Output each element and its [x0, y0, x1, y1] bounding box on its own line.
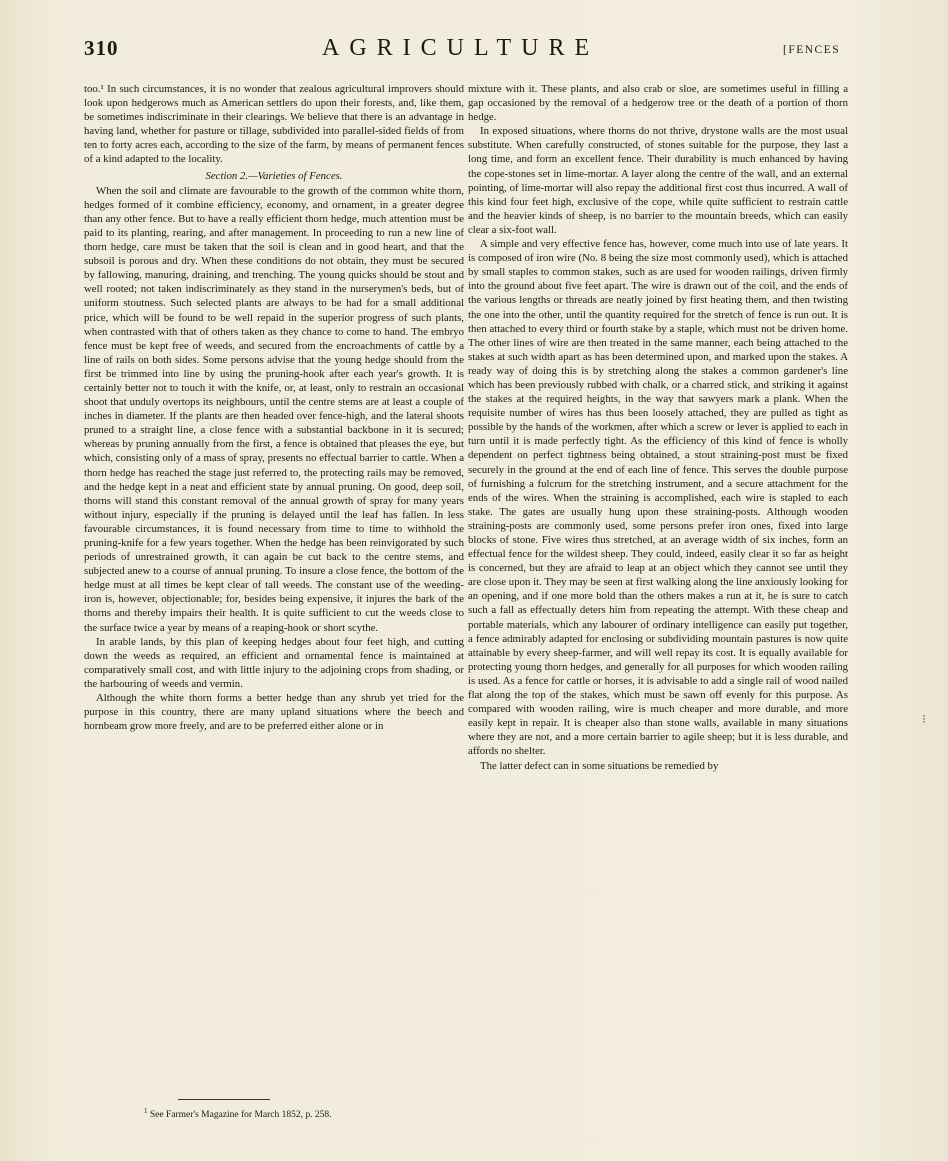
paragraph: mixture with it. These plants, and also crab or sloe, are sometimes useful in filling a gap occasioned by the removal of a hedgerow tree or the death of a portion of thorn hedge.: [468, 83, 848, 124]
paragraph: In exposed situations, where thorns do not thrive, drystone walls are the most usual substitute. When carefully constructed, of stones suitable for the purpose, they last a long time, and form an excellent fence. Their durability is much enhanced by having the cope-stones set in lime-mortar. A layer along the centre of the wall, and an external pointing, of lime-mortar will also repay the additional first cost thus incurred. A wall of this kind four feet high, exclusive of the cope, while quite sufficient to restrain cattle and the heavier kinds of sheep, is no barrier to the mountain breeds, which can easily clear a six-foot wall.: [468, 125, 848, 236]
footnote-rule: [178, 1099, 270, 1100]
page-number: 310: [84, 36, 119, 60]
paragraph: too.¹ In such circumstances, it is no wonder that zealous agricultural improvers should look upon hedgerows much as American settlers do upon their forests, and, like them, be sometimes indiscriminate in their clearings. We believe that there is an advantage in having land, whether for pasture or tillage, subdivided into parallel-sided fields of from ten to forty acres each, according to the size of the farm, by means of permanent fences of a kind adapted to the locality.: [84, 83, 464, 166]
footnote-text: See Farmer's Magazine for March 1852, p. 258.: [149, 1110, 332, 1121]
left-column: [84, 82, 464, 1092]
margin-mark: ⁝: [922, 712, 926, 726]
paragraph: The latter defect can in some situations be remedied by: [480, 759, 719, 772]
section-heading: Section 2.—Varieties of Fences.: [205, 169, 343, 182]
paragraph: A simple and very effective fence has, however, come much into use of late years. It is composed of iron wire (No. 8 being the size most commonly used), which is attached by small staples to common stakes, such as are used for wooden railings, driven firmly into the ground about five feet apart. The wire is drawn out of the coil, and the ends of the various lengths or threads are neatly joined by first heating them, and then twisting the one into the other, until the quantity required for the stretch of fence is run out. It is then attached to every third or fourth stake by a staple, which must not be driven home. The other lines of wire are then treated in the same manner, each being attached to the stakes at such width apart as has been determined upon, and marked upon the stakes. A ready way of doing this is by stretching along the stakes a common gardener's line which has been previously rubbed with chalk, or a charred stick, and striking it against the stakes at the required heights, in the way that sawyers mark a plank. When the requisite number of wires has thus been loosely attached, they are pulled as tight as possible by the hands of the workmen, after which a screw or lever is applied to each in turn until it is made perfectly tight. As the efficiency of this kind of fence is wholly dependent on perfect tightness being obtained, a stout straining-post must be fixed securely in the ground at the end of each line of fence. This serves the double purpose of furnishing a fulcrum for the stretching instrument, and a secure attachment for the ends of the wires. When the straining is accomplished, each wire is stapled to each stake. The gates are usually hung upon these straining-posts. Although wooden straining-posts are commonly used, some persons prefer iron ones, fixed into large blocks of stone. Five wires thus stretched, at an average width of six inches, form an effectual fence for the wildest sheep. They could, indeed, easily clear it so far as height is concerned, but they are afraid to leap at an object which they cannot see until they are close upon it. They may be seen at first walking along the line anxiously looking for an opening, and if one more bold than the others makes a run at it, he is sure to catch such a fall as effectually deters him from repeating the attempt. With these cheap and portable materials, which any labourer of ordinary intelligence can easily put together, a fence admirably adapted for enclosing or subdividing mountain pastures is now quite attainable by every sheep-farmer, and will well repay its cost. It is equally available for protecting young thorn hedges, and generally for all purposes for which wooden railing is used. As a fence for cattle or horses, it is advisable to add a single rail of wood nailed flat along the top of the stakes, which must be sawn off evenly for this purpose. As compared with wooden railing, wire is much cheaper and more durable, and more easily kept in repair. It is cheaper also than stone walls, available in many situations where they are not, and a more certain barrier to agile sheep; but it is less durable, and affords no shelter.: [468, 238, 848, 758]
running-title: AGRICULTURE: [322, 35, 600, 61]
paragraph: In arable lands, by this plan of keeping hedges about four feet high, and cutting down the weeds as required, an efficient and ornamental fence is maintained at comparatively small cost, and with little injury to the adjoining crops from shading, or the harbouring of weeds and vermin.: [84, 635, 464, 690]
footnote: [144, 1105, 332, 1121]
footnote-marker: 1: [144, 1107, 148, 1115]
right-column: [468, 82, 848, 1140]
paragraph: Although the white thorn forms a better hedge than any shrub yet tried for the purpose in this country, there are many upland situations where the beech and hornbeam grow more freely, and are to be preferred either alone or in: [84, 692, 464, 733]
paragraph: When the soil and climate are favourable to the growth of the common white thorn, hedges formed of it combine efficiency, economy, and ornament, in a greater degree than any other fence. But to have a really efficient thorn hedge, much attention must be paid to its planting, rearing, and after management. In proceeding to run a new line of thorn hedge, care must be taken that the soil is clean and in good heart, and that the subsoil is porous and dry. When these conditions do not obtain, they must be secured by fallowing, manuring, draining, and trenching. The young quicks should be stout and well rooted; not taken indiscriminately as they stand in the nurserymen's beds, but of uniform stoutness. Such selected plants are always to be had for a small additional price, which will be found to be well repaid in the superior progress of such plants, when contrasted with that of others taken as they chance to come to hand. The embryo fence must be kept free of weeds, and secured from the encroachments of cattle by a line of rails on both sides. Some persons advise that the young hedge should from the first be trimmed into line by using the pruning-hook after each year's growth. It is certainly better not to touch it with the knife, or, at least, only to restrain an occasional shoot that unduly overtops its neighbours, until the centre stems are at least a couple of inches in diameter. If the plants are then headed over fence-high, and the lateral shoots pruned to a straight line, a close fence with a substantial backbone in it is secured; whereas by pruning annually from the first, a fence is obtained that pleases the eye, but which, consisting only of a mass of spray, presents no effectual barrier to cattle. When a thorn hedge has reached the stage just referred to, the protecting rails may be removed, and the hedge kept in a neat and efficient state by annual pruning. On good, deep soil, thorns will stand this constant removal of the annual growth of spray for many years without injury, especially if the pruning is delayed until the leaf has fallen. In less favourable circumstances, it is found necessary from time to time to withhold the pruning-knife for a few years together. When the hedge has been reinvigorated by such periods of unrestrained growth, it can again be cut back to the centre stems, and subjected anew to a course of annual pruning. To insure a close fence, the bottom of the hedge must at all times be kept clear of tall weeds. The constant use of the weeding-iron is, however, objectionable; for, besides being expensive, it injures the bark of the thorns and thereby impairs their health. It is quite sufficient to cut the weeds close to the surface twice a year by means of a reaping-hook or short scythe.: [84, 184, 464, 634]
section-tag: [FENCES: [783, 44, 841, 56]
